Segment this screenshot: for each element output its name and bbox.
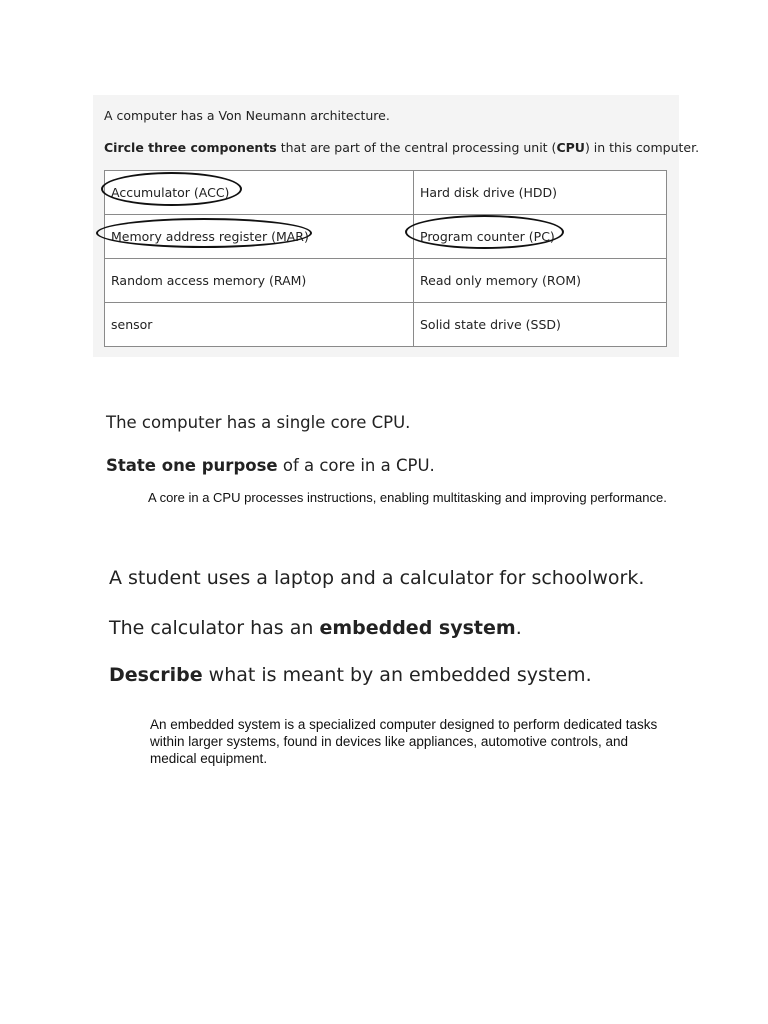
table-row <box>105 259 667 303</box>
context-end: . <box>515 617 522 639</box>
prompt-bold: State one purpose <box>106 456 278 475</box>
table-cell[interactable]: Read only memory (ROM) <box>414 259 667 303</box>
circle-mark-program-counter <box>405 215 564 249</box>
circle-mark-mar <box>96 218 312 248</box>
table-cell[interactable]: Solid state drive (SSD) <box>414 303 667 347</box>
instruction-end: ) in this computer. <box>584 140 700 155</box>
question-1-intro: A computer has a Von Neumann architecture. <box>104 108 390 123</box>
table-cell[interactable]: Program counter (PC) <box>414 215 667 259</box>
question-3-prompt <box>109 664 592 686</box>
table-cell[interactable]: Hard disk drive (HDD) <box>414 171 667 215</box>
question-2-stem: The computer has a single core CPU. <box>106 413 411 432</box>
question-3-stem: A student uses a laptop and a calculator for schoolwork. <box>109 567 645 589</box>
question-3-context <box>109 617 522 639</box>
instruction-cpu: CPU <box>556 140 585 155</box>
question-1-instruction <box>104 140 699 155</box>
question-2-prompt <box>106 456 435 475</box>
table-cell[interactable]: sensor <box>105 303 414 347</box>
circle-mark-accumulator <box>101 172 242 206</box>
prompt-rest: what is meant by an embedded system. <box>202 664 592 686</box>
context-start: The calculator has an <box>109 617 320 639</box>
prompt-rest: of a core in a CPU. <box>277 456 435 475</box>
table-row <box>105 303 667 347</box>
table-cell[interactable]: Accumulator (ACC) <box>105 171 414 215</box>
question-2-answer[interactable]: A core in a CPU processes instructions, enabling multitasking and improving performance. <box>148 490 667 505</box>
instruction-mid: that are part of the central processing unit ( <box>276 140 557 155</box>
question-3-answer[interactable]: An embedded system is a specialized computer designed to perform dedicated tasks within larger systems, found in devices like appliances, automotive controls, and medical equipment. <box>150 717 658 766</box>
prompt-bold: Describe <box>109 664 203 686</box>
table-cell[interactable]: Memory address register (MAR) <box>105 215 414 259</box>
context-bold: embedded system <box>319 617 516 639</box>
table-cell[interactable]: Random access memory (RAM) <box>105 259 414 303</box>
instruction-bold: Circle three components <box>104 140 277 155</box>
